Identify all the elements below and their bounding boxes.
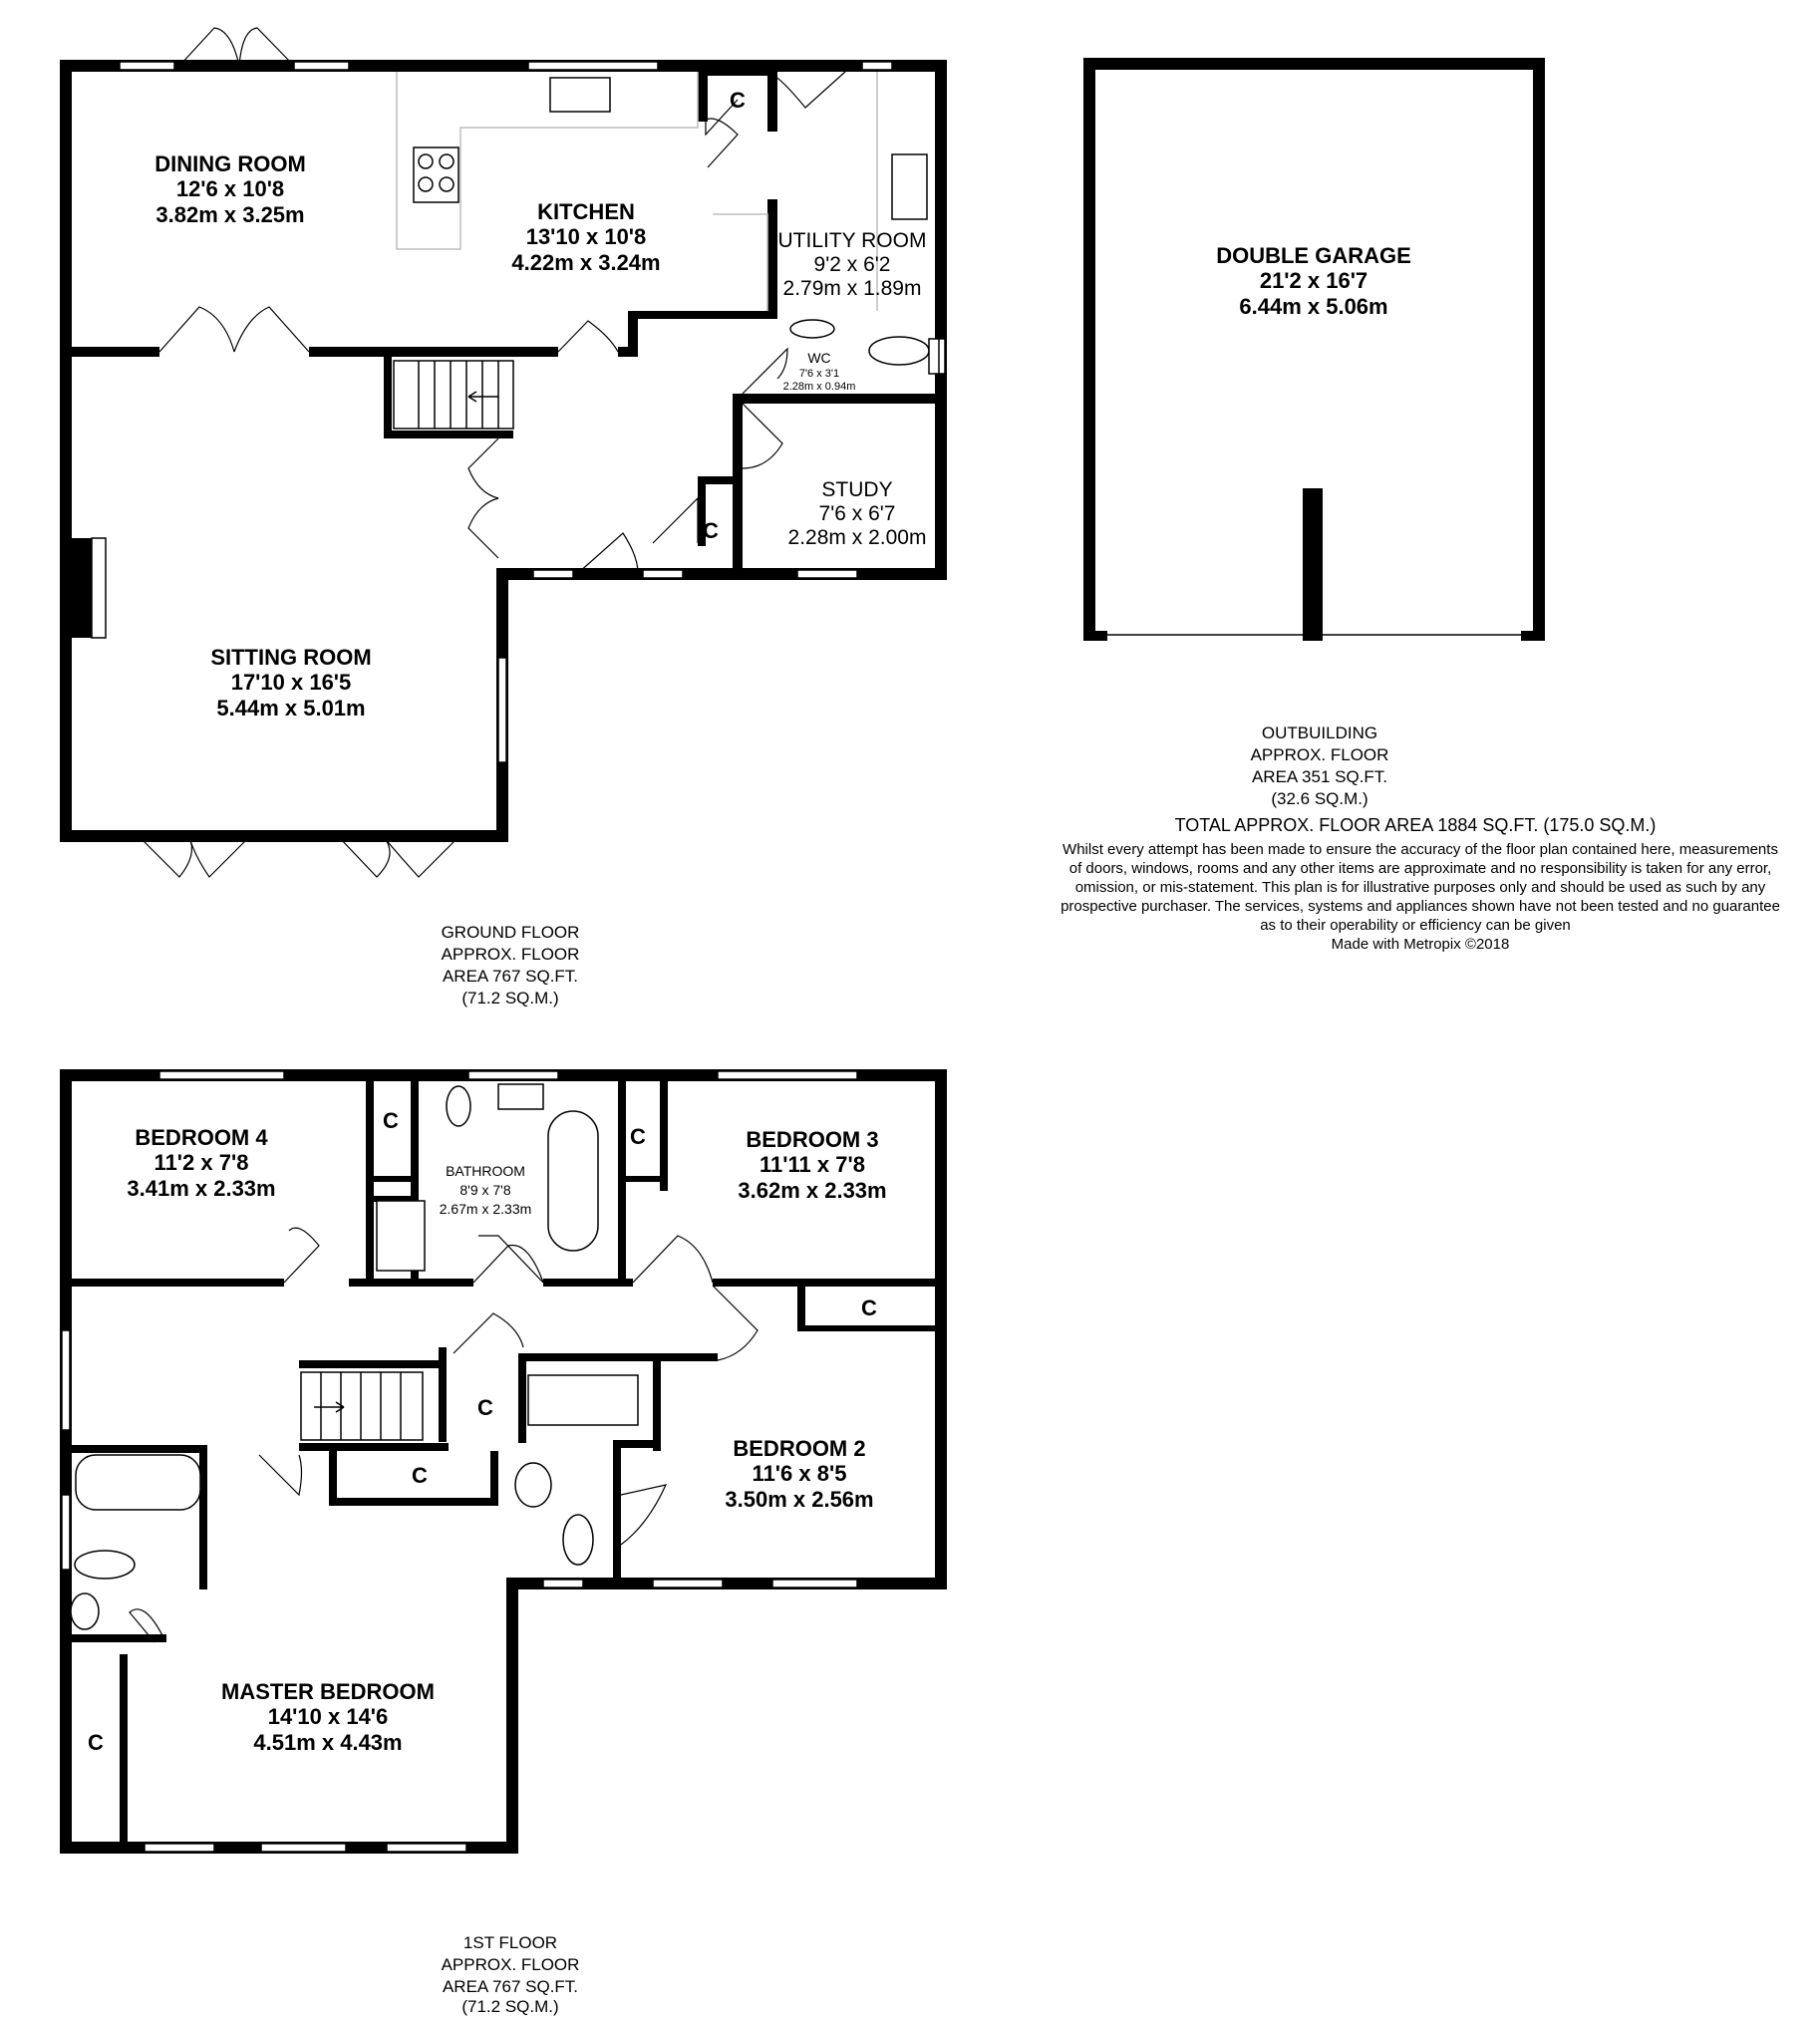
ground-floor-area-line2: APPROX. FLOOR <box>441 945 580 964</box>
sitting-room-metric: 5.44m x 5.01m <box>216 696 366 721</box>
bedroom2-name: BEDROOM 2 <box>733 1436 866 1461</box>
first-cupboard-master: C <box>412 1463 428 1488</box>
wc-name: WC <box>807 350 831 366</box>
master-bedroom-name: MASTER BEDROOM <box>221 1679 435 1704</box>
outbuilding-plan <box>1083 58 1545 808</box>
ground-floor-area-line4: (71.2 SQ.M.) <box>461 989 559 1008</box>
first-cupboard-wardrobe: C <box>88 1730 104 1755</box>
bedroom3-metric: 3.62m x 2.33m <box>738 1178 887 1203</box>
first-cupboard-landing: C <box>477 1395 493 1420</box>
disclaimer-line1: Whilst every attempt has been made to ensure the accuracy of the floor plan contained here, measurements <box>1062 841 1778 858</box>
sitting-room-name: SITTING ROOM <box>210 645 372 670</box>
study-name: STUDY <box>821 478 893 501</box>
bathroom-metric: 2.67m x 2.33m <box>439 1201 532 1217</box>
study-imperial: 7'6 x 6'7 <box>818 502 896 525</box>
total-floor-area: TOTAL APPROX. FLOOR AREA 1884 SQ.FT. (175.0 SQ.M.) <box>1174 815 1657 835</box>
first-floor-plan <box>60 1069 947 2016</box>
disclaimer-line2: of doors, windows, rooms and any other items are approximate and no responsibility is taken for any error, <box>1068 860 1772 877</box>
garage-name: DOUBLE GARAGE <box>1216 243 1411 268</box>
outbuilding-area-line1: OUTBUILDING <box>1261 723 1378 742</box>
kitchen-metric: 4.22m x 3.24m <box>511 250 661 275</box>
first-floor-area-line3: AREA 767 SQ.FT. <box>442 1977 579 1996</box>
master-bedroom-metric: 4.51m x 4.43m <box>253 1730 403 1755</box>
first-floor-stairs <box>301 1372 423 1440</box>
wc-imperial: 7'6 x 3'1 <box>798 368 840 380</box>
bathroom-name: BATHROOM <box>446 1163 525 1179</box>
master-bedroom-imperial: 14'10 x 14'6 <box>267 1704 389 1729</box>
bathroom-imperial: 8'9 x 7'8 <box>459 1182 511 1198</box>
wc-metric: 2.28m x 0.94m <box>782 381 856 393</box>
ground-floor-area-line3: AREA 767 SQ.FT. <box>442 967 579 986</box>
bedroom4-metric: 3.41m x 2.33m <box>127 1176 276 1201</box>
bedroom4-imperial: 11'2 x 7'8 <box>153 1150 249 1175</box>
first-floor-area-line2: APPROX. FLOOR <box>441 1955 580 1974</box>
dining-room-imperial: 12'6 x 10'8 <box>175 176 285 201</box>
made-with-credit: Made with Metropix ©2018 <box>1331 936 1510 953</box>
kitchen-imperial: 13'10 x 10'8 <box>525 224 647 249</box>
ground-cupboard-utility: C <box>730 88 746 113</box>
utility-room-name: UTILITY ROOM <box>777 229 927 252</box>
bedroom2-metric: 3.50m x 2.56m <box>725 1487 874 1512</box>
bedroom3-name: BEDROOM 3 <box>746 1127 879 1152</box>
first-cupboard-bed3: C <box>630 1124 646 1149</box>
bedroom4-name: BEDROOM 4 <box>135 1125 268 1150</box>
utility-room-metric: 2.79m x 1.89m <box>782 277 922 300</box>
dining-room-name: DINING ROOM <box>154 151 306 176</box>
first-cupboard-bed4: C <box>383 1108 399 1133</box>
outbuilding-area-line2: APPROX. FLOOR <box>1250 745 1389 764</box>
ground-cupboard-hall: C <box>703 518 719 543</box>
kitchen-name: KITCHEN <box>537 199 635 224</box>
garage-imperial: 21'2 x 16'7 <box>1259 268 1368 293</box>
bedroom2-imperial: 11'6 x 8'5 <box>752 1461 847 1486</box>
ground-floor-stairs <box>394 361 513 429</box>
utility-room-imperial: 9'2 x 6'2 <box>813 253 891 276</box>
first-floor-area-line4: (71.2 SQ.M.) <box>461 1997 559 2016</box>
ground-floor-fixtures <box>397 72 939 374</box>
ground-floor-area-line1: GROUND FLOOR <box>441 923 580 942</box>
disclaimer-line5: as to their operability or efficiency can be given <box>1260 917 1571 934</box>
outbuilding-area-line4: (32.6 SQ.M.) <box>1271 789 1368 808</box>
ground-floor-plan <box>60 28 947 1008</box>
dining-room-metric: 3.82m x 3.25m <box>155 202 305 227</box>
first-cupboard-bed2: C <box>861 1296 877 1320</box>
study-metric: 2.28m x 2.00m <box>787 526 927 549</box>
bedroom3-imperial: 11'11 x 7'8 <box>759 1152 865 1177</box>
first-floor-area-line1: 1ST FLOOR <box>462 1933 558 1952</box>
outbuilding-area-line3: AREA 351 SQ.FT. <box>1251 767 1388 786</box>
disclaimer-line3: omission, or mis-statement. This plan is for illustrative purposes only and should be used as such by any <box>1074 879 1766 896</box>
garage-metric: 6.44m x 5.06m <box>1239 294 1388 319</box>
sitting-room-imperial: 17'10 x 16'5 <box>230 670 352 695</box>
disclaimer-line4: prospective purchaser. The services, systems and appliances shown have not been tested and no guarantee <box>1061 898 1780 915</box>
